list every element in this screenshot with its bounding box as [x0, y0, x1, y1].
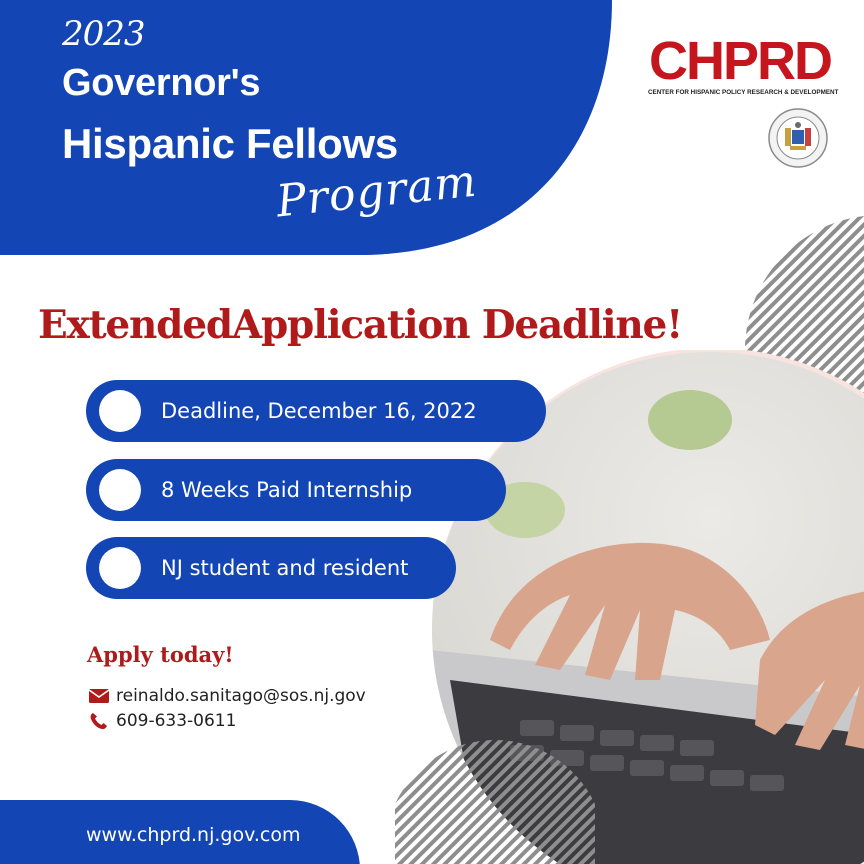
phone-number[interactable]: 609-633-0611	[116, 711, 237, 731]
footer-bar	[0, 800, 360, 864]
apply-today-heading: Apply today!	[87, 642, 234, 667]
title-line-2: Hispanic Fellows	[62, 120, 398, 167]
website-link[interactable]: www.chprd.nj.gov.com	[86, 824, 301, 846]
phone-icon	[88, 712, 110, 730]
chprd-logo: CHPRD	[649, 31, 832, 91]
info-pill-deadline	[86, 380, 546, 442]
headline: ExtendedApplication Deadline!	[38, 302, 683, 348]
info-pill-label: Deadline, December 16, 2022	[161, 399, 477, 423]
title-line-1: Governor's	[62, 62, 261, 104]
email-address[interactable]: reinaldo.sanitago@sos.nj.gov	[116, 686, 366, 706]
bullet-circle-icon	[99, 390, 141, 432]
year-label: 2023	[62, 14, 145, 54]
bullet-circle-icon	[99, 547, 141, 589]
info-pill-eligibility	[86, 537, 456, 599]
envelope-icon	[88, 687, 110, 705]
info-pill-internship	[86, 459, 506, 521]
chprd-logo-subtitle: CENTER FOR HISPANIC POLICY RESEARCH & DEVELOPMENT	[648, 89, 839, 96]
info-pill-label: NJ student and resident	[161, 556, 409, 580]
nj-state-seal-icon	[768, 108, 828, 168]
info-pill-label: 8 Weeks Paid Internship	[161, 478, 413, 502]
decorative-stripes-bottom	[395, 730, 595, 864]
title-line-3: Program	[273, 155, 480, 228]
bullet-circle-icon	[99, 469, 141, 511]
